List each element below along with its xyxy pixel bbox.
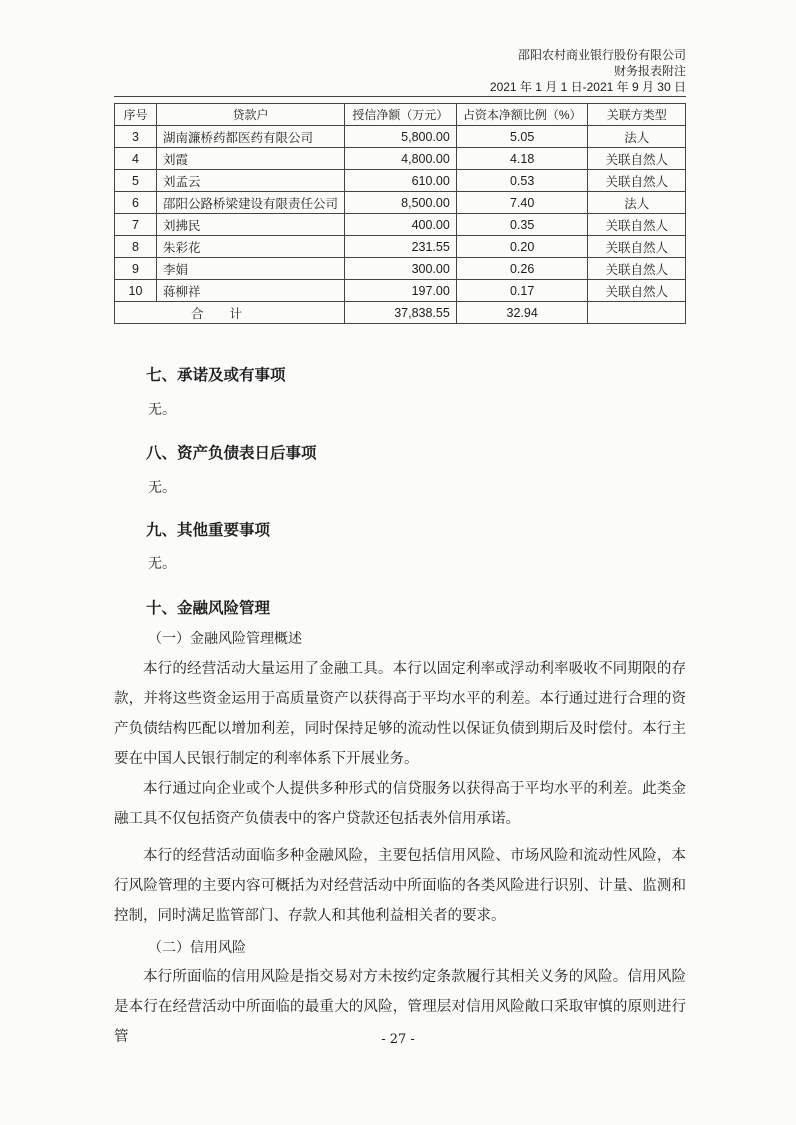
credit-amount: 231.55 xyxy=(345,236,457,258)
table-total-row xyxy=(115,302,686,324)
related-party-type: 关联自然人 xyxy=(588,236,686,258)
col-header-ratio: 占资本净额比例（%） xyxy=(456,104,588,126)
borrower-name: 李娟 xyxy=(157,258,345,280)
table-row xyxy=(115,258,686,280)
document-title: 财务报表附注 xyxy=(613,64,686,78)
section-8-title: 八、资产负债表日后事项 xyxy=(146,444,317,462)
borrower-name: 邵阳公路桥梁建设有限责任公司 xyxy=(157,192,345,214)
row-number: 7 xyxy=(115,214,157,236)
credit-amount: 5,800.00 xyxy=(345,126,457,148)
paragraph-overview-2: 本行通过向企业或个人提供多种形式的信贷服务以获得高于平均水平的利差。此类金融工具不仅包括资产负债表中的客户贷款还包括表外信用承诺。 xyxy=(114,781,686,827)
section-7-body: 无。 xyxy=(148,402,176,418)
row-number: 9 xyxy=(115,258,157,280)
total-label: 合计 xyxy=(115,302,345,324)
borrower-name: 蒋柳祥 xyxy=(157,280,345,302)
related-party-type: 关联自然人 xyxy=(588,258,686,280)
subsection-credit-risk-title: （二）信用风险 xyxy=(148,940,246,956)
related-party-type: 关联自然人 xyxy=(588,170,686,192)
related-party-type: 法人 xyxy=(588,126,686,148)
credit-amount: 4,800.00 xyxy=(345,148,457,170)
capital-ratio: 0.35 xyxy=(456,214,588,236)
col-header-amount: 授信净额（万元） xyxy=(345,104,457,126)
credit-amount: 8,500.00 xyxy=(345,192,457,214)
table-row xyxy=(115,148,686,170)
total-amount: 37,838.55 xyxy=(345,302,457,324)
section-8-body: 无。 xyxy=(148,480,176,496)
row-number: 8 xyxy=(115,236,157,258)
capital-ratio: 4.18 xyxy=(456,148,588,170)
related-party-type: 关联自然人 xyxy=(588,148,686,170)
capital-ratio: 5.05 xyxy=(456,126,588,148)
related-party-type: 关联自然人 xyxy=(588,214,686,236)
section-10-title: 十、金融风险管理 xyxy=(146,599,271,617)
paragraph-overview-1: 本行的经营活动大量运用了金融工具。本行以固定利率或浮动利率吸收不同期限的存款，并将这些资金运用于高质量资产以获得高于平均水平的利差。本行通过进行合理的资产负债结构匹配以增加利差，同时保持足够的流动性以保证负债到期后及时偿付。本行主要在中国人民银行制定的利率体系下开展业务。 xyxy=(114,661,686,767)
capital-ratio: 7.40 xyxy=(456,192,588,214)
page-number: - 27 - xyxy=(381,1032,415,1047)
borrower-name: 湖南濂桥药都医药有限公司 xyxy=(157,126,345,148)
credit-amount: 300.00 xyxy=(345,258,457,280)
col-header-type: 关联方类型 xyxy=(588,104,686,126)
section-7-title: 七、承诺及或有事项 xyxy=(146,366,286,384)
col-header-borrower: 贷款户 xyxy=(157,104,345,126)
row-number: 4 xyxy=(115,148,157,170)
header-rule xyxy=(114,96,686,97)
table-header-row xyxy=(115,104,686,126)
related-loans-table xyxy=(114,103,686,324)
capital-ratio: 0.53 xyxy=(456,170,588,192)
paragraph-overview-3: 本行的经营活动面临多种金融风险，主要包括信用风险、市场风险和流动性风险，本行风险管理的主要内容可概括为对经营活动中所面临的各类风险进行识别、计量、监测和控制，同时满足监管部门、存款人和其他利益相关者的要求。 xyxy=(114,848,686,924)
table-row xyxy=(115,236,686,258)
borrower-name: 刘霞 xyxy=(157,148,345,170)
row-number: 3 xyxy=(115,126,157,148)
row-number: 5 xyxy=(115,170,157,192)
section-9-body: 无。 xyxy=(148,556,176,572)
row-number: 10 xyxy=(115,280,157,302)
section-9-title: 九、其他重要事项 xyxy=(146,521,271,539)
borrower-name: 朱彩花 xyxy=(157,236,345,258)
credit-amount: 610.00 xyxy=(345,170,457,192)
borrower-name: 刘孟云 xyxy=(157,170,345,192)
table-row xyxy=(115,280,686,302)
col-header-no: 序号 xyxy=(115,104,157,126)
table-row xyxy=(115,126,686,148)
row-number: 6 xyxy=(115,192,157,214)
capital-ratio: 0.17 xyxy=(456,280,588,302)
capital-ratio: 0.26 xyxy=(456,258,588,280)
total-ratio: 32.94 xyxy=(456,302,588,324)
borrower-name: 刘拂民 xyxy=(157,214,345,236)
total-type xyxy=(588,302,686,324)
table-row xyxy=(115,192,686,214)
credit-amount: 400.00 xyxy=(345,214,457,236)
capital-ratio: 0.20 xyxy=(456,236,588,258)
subsection-overview-title: （一）金融风险管理概述 xyxy=(148,631,302,647)
page-header xyxy=(490,47,686,95)
related-party-type: 法人 xyxy=(588,192,686,214)
related-party-type: 关联自然人 xyxy=(588,280,686,302)
report-period: 2021 年 1 月 1 日-2021 年 9 月 30 日 xyxy=(489,80,686,94)
table-row xyxy=(115,214,686,236)
company-name: 邵阳农村商业银行股份有限公司 xyxy=(517,48,686,62)
credit-amount: 197.00 xyxy=(345,280,457,302)
paragraph-credit-risk: 本行所面临的信用风险是指交易对方未按约定条款履行其相关义务的风险。信用风险是本行在经营活动中所面临的最重大的风险，管理层对信用风险敞口采取审慎的原则进行管 xyxy=(114,969,686,1045)
table-row xyxy=(115,170,686,192)
